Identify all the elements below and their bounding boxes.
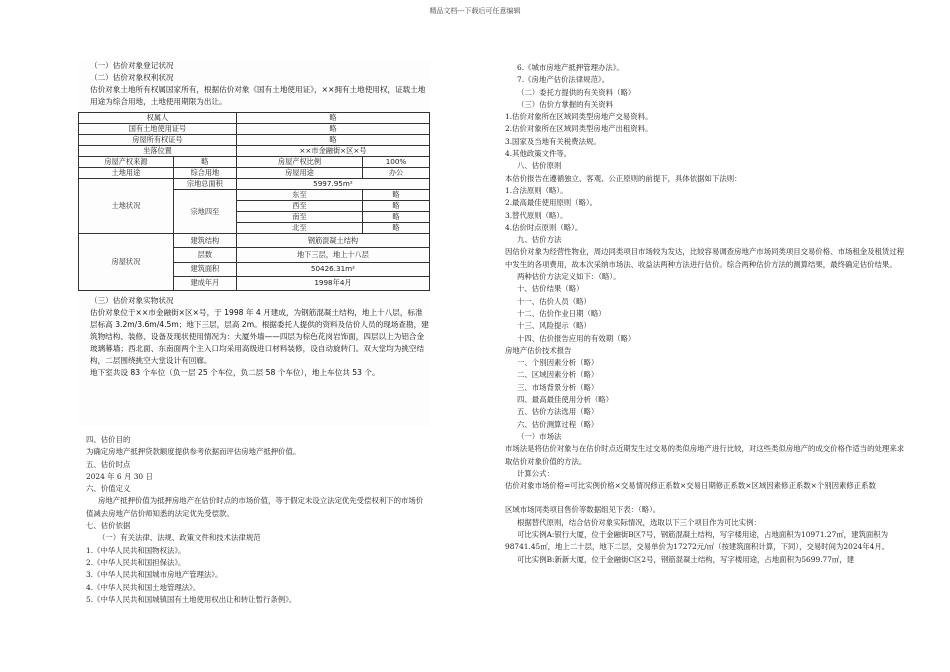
section-heading: 十二、估价作业日期（略） [517, 308, 606, 318]
table-cell: 西至 [236, 201, 362, 212]
formula: 估价对象市场价格=可比实例价格×交易情况修正系数×交易日期修正系数×区域因素修正系数×个别因素修正系数 [505, 481, 876, 491]
list-item: 3.《中华人民共和国城市房地产管理法》。 [86, 570, 223, 580]
table-cell: 略 [236, 113, 429, 124]
paragraph: 估价对象土地所有权属国家所有，根据估价对象《国有土地使用证》，××拥有土地使用权，证载土地用途为综合用地，土地使用期限为出让。 [90, 85, 426, 106]
list-item: 1.估价对象所在区域同类型房地产交易资料。 [505, 112, 653, 122]
list-item: 3.替代原则（略）。 [505, 210, 568, 220]
paragraph: 估价对象位于××市金融街×区×号，于 1998 年 4 月建成，为钢筋混凝土结构，地上十八层，标准层标高 3.2m/3.6m/4.5m；地下三层，层高 2m。根据委托人提供的资料及估价人员的现场查勘，建筑物结构、装修、设备及现状使用情况为：大厦外墙——四层为棕色花岗岩饰面，四层以上为铝合金玻璃幕墙；西北面、东南面两个主入口均采用高级进口材料装修，设自动旋转门。双大堂均为挑空结构，二层围绕挑空大堂设计有回廊。 [90, 308, 429, 365]
table-cell: 50426.31m² [236, 262, 429, 276]
table-cell: ××市金融街×区×号 [236, 146, 429, 157]
sub-heading: （三）估价方掌握的有关资料 [517, 99, 614, 109]
list-item: 4.估价时点原则（略）。 [505, 222, 583, 232]
list-item: 3.国家及当地有关税费法规。 [505, 136, 601, 146]
section-heading: 四、估价目的 [86, 435, 131, 444]
table-cell: 建成年月 [173, 276, 236, 290]
table-cell: 建筑面积 [173, 262, 236, 276]
table-cell: 层数 [173, 248, 236, 262]
paragraph: 地下室共设 83 个车位（负一层 25 个车位，负二层 58 个车位），地上车位共 53 个。 [90, 368, 380, 377]
section-heading: 五、估价方法选用（略） [517, 407, 599, 417]
section-heading: （三）估价对象实物状况 [90, 296, 174, 305]
scanned-section [78, 60, 430, 426]
table-cell: 略 [363, 190, 430, 201]
paragraph: 区域市场同类项目售价等数据组见下表：（略）。 [505, 505, 661, 515]
paragraph: 根据替代原则，结合估价对象实际情况，选取以下三个项目作为可比实例： [517, 517, 761, 527]
sub-heading: （一）市场法 [517, 431, 562, 441]
table-cell: 宗地四至 [173, 190, 236, 234]
section-heading: 六、估价测算过程（略） [517, 419, 599, 429]
section-heading: 五、估价时点 [86, 459, 131, 469]
table-cell: 北至 [236, 223, 362, 234]
list-item: 4.其他政策文件等。 [505, 149, 572, 159]
paragraph: 2024 年 6 月 30 日 [86, 471, 153, 481]
table-cell: 办公 [363, 168, 430, 179]
section-heading: 九、估价方法 [517, 235, 562, 245]
table-cell: 100% [363, 157, 430, 168]
list-item: 5.《中华人民共和国城镇国有土地使用权出让和转让暂行条例》。 [86, 594, 297, 604]
table-cell: 权属人 [79, 113, 237, 124]
table-cell: 略 [363, 212, 430, 223]
table-cell: 房屋用途 [236, 168, 362, 179]
section-heading: 三、市场背景分析（略） [517, 382, 599, 392]
table-cell: 国有土地使用证号 [79, 124, 237, 135]
section-heading: 十四、估价报告应用的有效期（略） [517, 333, 636, 343]
paragraph: 两种估价方法定义如下：（略）。 [517, 272, 621, 282]
list-item: 6.《城市房地产抵押管理办法》。 [517, 63, 624, 72]
section-heading: 二、区域因素分析（略） [517, 370, 599, 380]
table-cell: 房屋产权比例 [236, 157, 362, 168]
sub-heading: （一）有关法律、法规、政策文件和技术法律规范 [98, 533, 261, 543]
table-cell: 1998年4月 [236, 276, 429, 290]
paragraph: 可比实例B:新新大厦，位于金融街C区2号，钢筋混凝土结构，写字楼用途，占地面积为5699.77㎡，建 [517, 554, 855, 564]
table-cell: 房屋所有权证号 [79, 135, 237, 146]
paragraph: 因估价对象为经营性物业，周边同类项目市场较为发达，比较容易调查房地产市场同类项目交易价格、市场租金及租赁过程中发生的各项费用，故本次采纳市场法、收益法两种方法进行估价。综合两种估价方法的测算结果，最终确定估价结果。 [505, 247, 905, 269]
section-heading: 十三、风险提示（略） [517, 321, 591, 331]
paragraph: 本估价报告在遵循独立、客观、公正原则的前提下，具体依据如下法则： [505, 173, 742, 183]
registration-table [78, 112, 430, 291]
paragraph: 房地产抵押价值为抵押房地产在估价时点的市场价值，等于假定未设立法定优先受偿权利下的市场价值减去房地产估价师知悉的法定优先受偿款。 [86, 496, 424, 518]
table-cell: 略 [363, 201, 430, 212]
right-column [505, 62, 905, 566]
section-heading: （一）估价对象登记状况 [90, 61, 174, 70]
paragraph: 为确定房地产抵押贷款额度提供参考依据而评估房地产抵押价值。 [86, 447, 301, 457]
list-item: 2.最高最佳使用原则（略）。 [505, 198, 598, 208]
table-cell: 房屋状况 [79, 234, 174, 291]
list-item: 1.《中华人民共和国物权法》。 [86, 545, 186, 555]
list-item: 4.《中华人民共和国土地管理法》。 [86, 582, 201, 592]
table-cell: 综合用地 [173, 168, 236, 179]
section-heading: 四、最高最佳使用分析（略） [517, 395, 614, 405]
section-heading: 十一、估价人员（略） [517, 296, 591, 306]
list-item: 2.《中华人民共和国担保法》。 [86, 557, 186, 567]
section-heading: 六、价值定义 [86, 484, 131, 494]
table-cell: 南至 [236, 212, 362, 223]
section-heading: 七、估价依据 [86, 521, 131, 531]
table-cell: 略 [236, 124, 429, 135]
table-cell: 东至 [236, 190, 362, 201]
table-cell: 钢筋混凝土结构 [236, 234, 429, 248]
paragraph: 计算公式： [517, 468, 554, 478]
paragraph: 可比实例A:银行大厦，位于金融街B区7号，钢筋混凝土结构，写字楼用途，占地面积为10971.27㎡，建筑面积为98741.45㎡，地上二十层，地下二层，交易单价为17272元/㎡（按建筑面积计算，下同），交易时间为2024年4月。 [505, 529, 890, 552]
table-cell: 地下三层，地上十八层 [236, 248, 429, 262]
sub-heading: （二）委托方提供的有关资料（略） [517, 87, 636, 97]
spacer [505, 492, 905, 504]
list-item: 7.《房地产估价法律规范》。 [517, 75, 610, 85]
table-cell: 土地状况 [79, 179, 174, 234]
section-heading: 房地产估价技术报告 [505, 345, 572, 355]
table-cell: 房屋产权来源 [79, 157, 174, 168]
table-cell: 建筑结构 [173, 234, 236, 248]
paragraph: 市场法是将估价对象与在估价时点近期发生过交易的类似房地产进行比较，对这些类似房地产的成交价格作适当的处理来求取估价对象价值的方法。 [505, 444, 905, 466]
table-cell: 略 [236, 135, 429, 146]
section-heading: 十、估价结果（略） [517, 284, 584, 294]
left-column [86, 434, 430, 606]
table-cell: 略 [363, 223, 430, 234]
table-cell: 土地用途 [79, 168, 174, 179]
table-cell: 5997.95m² [236, 179, 429, 190]
table-cell: 宗地总面积 [173, 179, 236, 190]
section-heading: 八、估价原则 [517, 161, 562, 171]
section-heading: （二）估价对象权利状况 [90, 73, 174, 82]
table-cell: 略 [173, 157, 236, 168]
section-heading: 一、个别因素分析（略） [517, 358, 599, 368]
page-header: 精品文档---下载后可任意编辑 [429, 7, 521, 15]
list-item: 2.估价对象所在区域同类型房地产出租资料。 [505, 124, 653, 134]
table-cell: 坐落位置 [79, 146, 237, 157]
list-item: 1.合法原则（略）。 [505, 185, 568, 195]
